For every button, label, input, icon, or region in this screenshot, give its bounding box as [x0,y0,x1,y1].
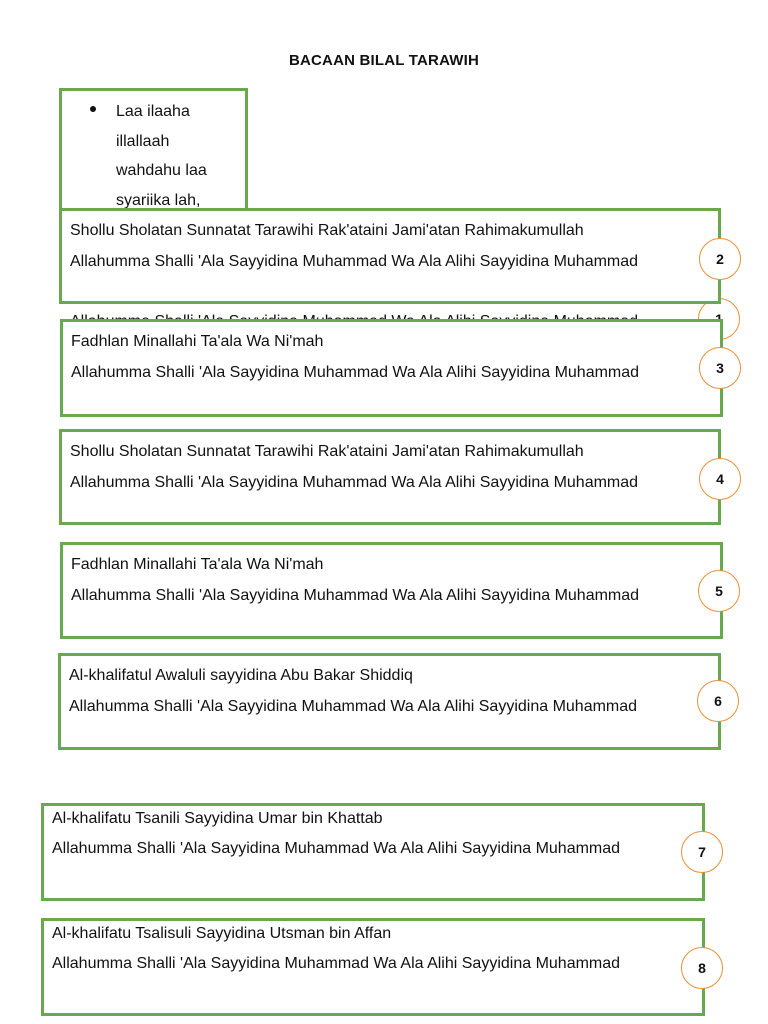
box-line-1: Fadhlan Minallahi Ta'ala Wa Ni'mah [71,333,324,350]
text-box-4 [59,429,721,525]
text-box-6 [58,653,721,750]
text-box-7 [41,803,705,901]
badge-2: 2 [699,238,741,280]
badge-7: 7 [681,831,723,873]
bullet-line: illallaah [116,132,170,150]
box-line-2: Allahumma Shalli 'Ala Sayyidina Muhammad Wa Ala Alihi Sayyidina Muhammad [70,253,639,270]
text-box-2 [59,208,721,304]
bullet-dot [90,106,96,112]
bullet-box [59,88,248,218]
badge-6: 6 [697,680,739,722]
box-line-1: Fadhlan Minallahi Ta'ala Wa Ni'mah [71,556,324,573]
badge-8: 8 [681,947,723,989]
page-title: BACAAN BILAL TARAWIH [288,52,480,69]
box-line-2: Allahumma Shalli 'Ala Sayyidina Muhammad Wa Ala Alihi Sayyidina Muhammad [52,955,621,972]
bullet-line: Laa ilaaha [116,103,190,120]
box-line-2: Allahumma Shalli 'Ala Sayyidina Muhammad Wa Ala Alihi Sayyidina Muhammad [71,587,640,604]
box-line-1: Shollu Sholatan Sunnatat Tarawihi Rak'ataini Jami'atan Rahimakumullah [70,222,584,239]
bullet-text [116,97,207,215]
box-line-2: Allahumma Shalli 'Ala Sayyidina Muhammad Wa Ala Alihi Sayyidina Muhammad [52,840,621,857]
text-box-3 [60,319,723,417]
box-line-1: Al-khalifatu Tsalisuli Sayyidina Utsman bin Affan [52,925,392,942]
badge-3: 3 [699,347,741,389]
text-box-8 [41,918,705,1016]
box-line-1: Al-khalifatul Awaluli sayyidina Abu Bakar Shiddiq [69,667,413,684]
box-line-1: Shollu Sholatan Sunnatat Tarawihi Rak'ataini Jami'atan Rahimakumullah [70,443,584,460]
badge-5: 5 [698,570,740,612]
box-line-2: Allahumma Shalli 'Ala Sayyidina Muhammad Wa Ala Alihi Sayyidina Muhammad [71,364,640,381]
box-line-1: Al-khalifatu Tsanili Sayyidina Umar bin Khattab [52,810,383,827]
text-box-5 [60,542,723,639]
box-line-2: Allahumma Shalli 'Ala Sayyidina Muhammad Wa Ala Alihi Sayyidina Muhammad [70,474,639,491]
badge-4: 4 [699,458,741,500]
bullet-line: wahdahu laa [116,162,207,179]
box-line-2: Allahumma Shalli 'Ala Sayyidina Muhammad Wa Ala Alihi Sayyidina Muhammad [69,698,638,715]
bullet-line: syariika lah, [116,191,201,209]
